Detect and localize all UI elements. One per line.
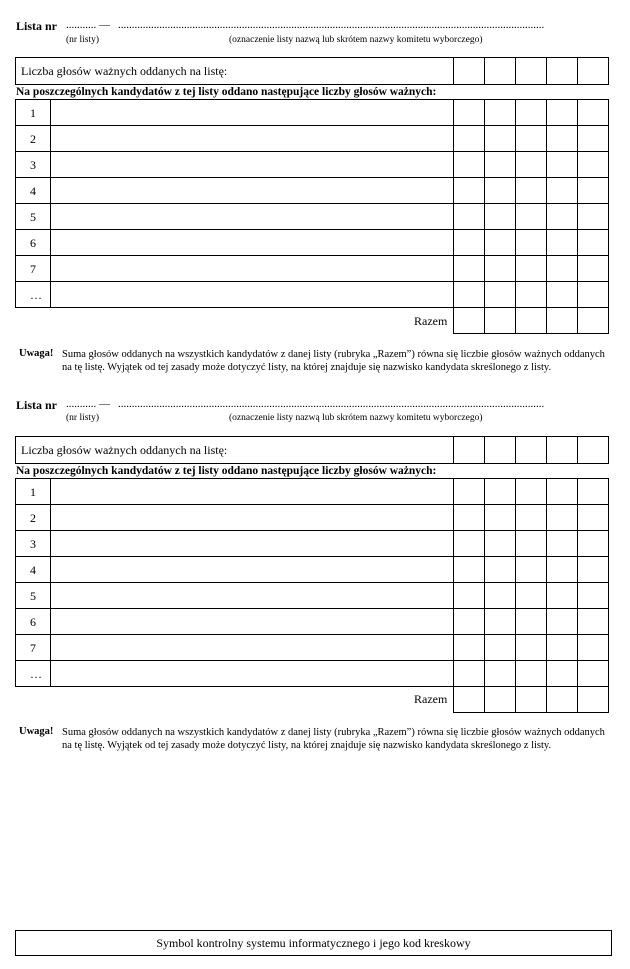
vote-digit-cell[interactable] <box>484 229 516 256</box>
candidate-row <box>15 255 454 282</box>
list-number-field[interactable]: ........... — <box>66 398 110 410</box>
control-symbol-box <box>15 930 612 956</box>
vote-digit-cell[interactable] <box>453 504 485 531</box>
note-text: Suma głosów oddanych na wszystkich kandydatów z danej listy (rubryka „Razem”) równa się liczbie głosów ważnych oddanych na tę listę. Wyjątek od tej zasady może dotyczyć listy, na której znajduje się nazwisko kandydata skreślonego z listy. <box>62 349 605 373</box>
candidate-row <box>15 504 454 531</box>
vote-digit-cell[interactable] <box>515 608 547 635</box>
candidate-number-cell <box>15 151 51 178</box>
vote-digit-cell[interactable] <box>546 177 578 204</box>
valid-votes-label: Liczba głosów ważnych oddanych na listę: <box>21 64 228 78</box>
candidate-number-cell <box>15 125 51 152</box>
candidate-number-cell <box>15 504 51 531</box>
total-digit-cell[interactable] <box>484 686 516 713</box>
vote-digit-cell[interactable] <box>515 177 547 204</box>
candidate-number-cell <box>15 582 51 609</box>
candidate-number-cell <box>15 634 51 661</box>
vote-digit-cell[interactable] <box>484 608 516 635</box>
vote-digit-cell[interactable] <box>484 660 516 687</box>
vote-digit-cell[interactable] <box>515 504 547 531</box>
candidate-name-cell[interactable] <box>50 125 454 152</box>
candidate-number: 4 <box>30 563 36 577</box>
candidate-number: … <box>30 667 42 681</box>
candidate-name-cell[interactable] <box>50 177 454 204</box>
list-title: Lista nr <box>16 19 58 33</box>
valid-votes-label: Liczba głosów ważnych oddanych na listę: <box>21 443 228 457</box>
note-text: Suma głosów oddanych na wszystkich kandydatów z danej listy (rubryka „Razem”) równa się liczbie głosów ważnych oddanych na tę listę. Wyjątek od tej zasady może dotyczyć listy, na której znajduje się nazwisko kandydata skreślonego z listy. <box>62 727 605 751</box>
candidate-number: 4 <box>30 184 36 198</box>
candidate-number: 1 <box>30 485 36 499</box>
vote-digit-cell[interactable] <box>484 151 516 178</box>
candidate-name-cell[interactable] <box>50 151 454 178</box>
vote-digit-cell[interactable] <box>577 281 609 308</box>
candidate-number-cell <box>15 177 51 204</box>
vote-digit-cell[interactable] <box>577 99 609 126</box>
vote-digit-cell[interactable] <box>577 229 609 256</box>
candidate-number-cell <box>15 255 51 282</box>
vote-digit-cell[interactable] <box>515 634 547 661</box>
vote-digit-cell[interactable] <box>546 99 578 126</box>
total-digit-cell[interactable] <box>453 686 485 713</box>
vote-digit-cell[interactable] <box>546 556 578 583</box>
vote-digit-cell[interactable] <box>453 255 485 282</box>
total-digit-cell[interactable] <box>453 307 485 334</box>
total-digit-cell[interactable] <box>546 686 578 713</box>
candidate-name-cell[interactable] <box>50 504 454 531</box>
vote-digit-cell[interactable] <box>453 203 485 230</box>
candidate-row <box>15 556 454 583</box>
candidate-row <box>15 151 454 178</box>
candidate-number: 3 <box>30 158 36 172</box>
vote-digit-cell[interactable] <box>577 478 609 505</box>
list-title: Lista nr <box>16 398 58 412</box>
vote-digit-cell[interactable] <box>515 203 547 230</box>
vote-digit-cell[interactable] <box>453 660 485 687</box>
candidate-number: 1 <box>30 106 36 120</box>
vote-digit-cell[interactable] <box>484 281 516 308</box>
candidate-name-cell[interactable] <box>50 255 454 282</box>
candidate-name-cell[interactable] <box>50 530 454 557</box>
vote-digit-cell[interactable] <box>515 556 547 583</box>
candidate-row <box>15 582 454 609</box>
candidate-number: 6 <box>30 615 36 629</box>
candidate-row <box>15 177 454 204</box>
note-label: Uwaga! <box>19 726 54 737</box>
vote-digit-cell[interactable] <box>453 530 485 557</box>
candidate-row <box>15 634 454 661</box>
digit-cell[interactable] <box>515 57 547 85</box>
candidate-name-cell[interactable] <box>50 556 454 583</box>
total-digit-cell[interactable] <box>484 307 516 334</box>
vote-digit-cell[interactable] <box>515 478 547 505</box>
vote-digit-cell[interactable] <box>546 660 578 687</box>
candidates-heading: Na poszczególnych kandydatów z tej listy oddano następujące liczby głosów ważnych: <box>16 86 437 98</box>
list-name-field[interactable]: ........................................................................................................................................................... <box>118 19 545 31</box>
vote-digit-cell[interactable] <box>546 608 578 635</box>
vote-digit-cell[interactable] <box>577 660 609 687</box>
total-digit-cell[interactable] <box>515 686 547 713</box>
vote-digit-cell[interactable] <box>546 478 578 505</box>
vote-digit-cell[interactable] <box>546 229 578 256</box>
vote-digit-cell[interactable] <box>546 582 578 609</box>
vote-digit-cell[interactable] <box>577 255 609 282</box>
vote-digit-cell[interactable] <box>484 255 516 282</box>
candidate-number: 6 <box>30 236 36 250</box>
vote-digit-cell[interactable] <box>577 530 609 557</box>
digit-cell[interactable] <box>453 436 485 464</box>
candidate-number-cell <box>15 556 51 583</box>
candidate-row <box>15 478 454 505</box>
digit-cell[interactable] <box>577 436 609 464</box>
candidate-name-cell[interactable] <box>50 582 454 609</box>
vote-digit-cell[interactable] <box>515 151 547 178</box>
vote-digit-cell[interactable] <box>484 99 516 126</box>
vote-digit-cell[interactable] <box>546 125 578 152</box>
vote-digit-cell[interactable] <box>577 556 609 583</box>
list-number-field[interactable]: ........... — <box>66 19 110 31</box>
vote-digit-cell[interactable] <box>515 99 547 126</box>
candidate-number: 2 <box>30 132 36 146</box>
note-label: Uwaga! <box>19 348 54 359</box>
digit-cell[interactable] <box>546 436 578 464</box>
candidate-row <box>15 660 454 687</box>
candidate-row <box>15 530 454 557</box>
candidate-name-cell[interactable] <box>50 229 454 256</box>
vote-digit-cell[interactable] <box>453 229 485 256</box>
vote-digit-cell[interactable] <box>453 608 485 635</box>
total-digit-cell[interactable] <box>577 686 609 713</box>
vote-digit-cell[interactable] <box>484 582 516 609</box>
candidate-number-cell <box>15 281 51 308</box>
vote-digit-cell[interactable] <box>453 281 485 308</box>
digit-cell[interactable] <box>484 436 516 464</box>
total-label: Razem <box>414 314 448 328</box>
vote-digit-cell[interactable] <box>484 556 516 583</box>
vote-digit-cell[interactable] <box>546 255 578 282</box>
candidate-number-cell <box>15 530 51 557</box>
vote-digit-cell[interactable] <box>453 634 485 661</box>
candidate-number-cell <box>15 229 51 256</box>
vote-digit-cell[interactable] <box>484 634 516 661</box>
digit-cell[interactable] <box>515 436 547 464</box>
vote-digit-cell[interactable] <box>453 99 485 126</box>
vote-digit-cell[interactable] <box>484 478 516 505</box>
candidate-row <box>15 125 454 152</box>
candidate-name-cell[interactable] <box>50 281 454 308</box>
digit-cell[interactable] <box>453 57 485 85</box>
vote-digit-cell[interactable] <box>484 530 516 557</box>
vote-digit-cell[interactable] <box>453 582 485 609</box>
candidate-row <box>15 229 454 256</box>
vote-digit-cell[interactable] <box>577 203 609 230</box>
vote-digit-cell[interactable] <box>546 530 578 557</box>
candidate-row <box>15 99 454 126</box>
vote-digit-cell[interactable] <box>515 255 547 282</box>
vote-digit-cell[interactable] <box>577 177 609 204</box>
candidate-name-cell[interactable] <box>50 203 454 230</box>
vote-digit-cell[interactable] <box>515 229 547 256</box>
candidate-row <box>15 608 454 635</box>
caption-list-name: (oznaczenie listy nazwą lub skrótem nazwy komitetu wyborczego) <box>229 413 483 423</box>
valid-votes-row <box>15 57 454 85</box>
caption-list-number: (nr listy) <box>66 35 99 45</box>
vote-digit-cell[interactable] <box>484 177 516 204</box>
candidate-number-cell <box>15 660 51 687</box>
vote-digit-cell[interactable] <box>453 478 485 505</box>
candidate-number-cell <box>15 203 51 230</box>
candidate-row <box>15 203 454 230</box>
vote-digit-cell[interactable] <box>577 151 609 178</box>
vote-digit-cell[interactable] <box>453 125 485 152</box>
candidates-heading: Na poszczególnych kandydatów z tej listy oddano następujące liczby głosów ważnych: <box>16 465 437 477</box>
vote-digit-cell[interactable] <box>515 125 547 152</box>
vote-digit-cell[interactable] <box>515 281 547 308</box>
digit-cell[interactable] <box>484 57 516 85</box>
candidate-number-cell <box>15 99 51 126</box>
vote-digit-cell[interactable] <box>577 582 609 609</box>
valid-votes-row <box>15 436 454 464</box>
candidate-name-cell[interactable] <box>50 99 454 126</box>
total-digit-cell[interactable] <box>515 307 547 334</box>
candidate-number: 7 <box>30 262 36 276</box>
candidate-name-cell[interactable] <box>50 634 454 661</box>
vote-digit-cell[interactable] <box>577 634 609 661</box>
total-digit-cell[interactable] <box>577 307 609 334</box>
total-digit-cell[interactable] <box>546 307 578 334</box>
vote-digit-cell[interactable] <box>453 556 485 583</box>
caption-list-name: (oznaczenie listy nazwą lub skrótem nazwy komitetu wyborczego) <box>229 35 483 45</box>
vote-digit-cell[interactable] <box>546 151 578 178</box>
vote-digit-cell[interactable] <box>546 203 578 230</box>
vote-digit-cell[interactable] <box>577 608 609 635</box>
vote-digit-cell[interactable] <box>453 177 485 204</box>
digit-cell[interactable] <box>577 57 609 85</box>
candidate-number-cell <box>15 478 51 505</box>
candidate-name-cell[interactable] <box>50 478 454 505</box>
vote-digit-cell[interactable] <box>515 582 547 609</box>
caption-list-number: (nr listy) <box>66 413 99 423</box>
total-label: Razem <box>414 692 448 706</box>
vote-digit-cell[interactable] <box>453 151 485 178</box>
vote-digit-cell[interactable] <box>546 634 578 661</box>
candidate-number: 5 <box>30 210 36 224</box>
candidate-name-cell[interactable] <box>50 660 454 687</box>
candidate-number-cell <box>15 608 51 635</box>
candidate-number: 7 <box>30 641 36 655</box>
candidate-number: 2 <box>30 511 36 525</box>
list-name-field[interactable]: ........................................................................................................................................................... <box>118 398 545 410</box>
vote-digit-cell[interactable] <box>515 660 547 687</box>
digit-cell[interactable] <box>546 57 578 85</box>
vote-digit-cell[interactable] <box>577 125 609 152</box>
candidate-name-cell[interactable] <box>50 608 454 635</box>
vote-digit-cell[interactable] <box>484 203 516 230</box>
vote-digit-cell[interactable] <box>546 281 578 308</box>
candidate-number: … <box>30 288 42 302</box>
vote-digit-cell[interactable] <box>515 530 547 557</box>
vote-digit-cell[interactable] <box>484 504 516 531</box>
vote-digit-cell[interactable] <box>546 504 578 531</box>
candidate-number: 3 <box>30 537 36 551</box>
control-symbol-label: Symbol kontrolny systemu informatycznego i jego kod kreskowy <box>156 936 471 950</box>
vote-digit-cell[interactable] <box>577 504 609 531</box>
candidate-number: 5 <box>30 589 36 603</box>
vote-digit-cell[interactable] <box>484 125 516 152</box>
candidate-row <box>15 281 454 308</box>
